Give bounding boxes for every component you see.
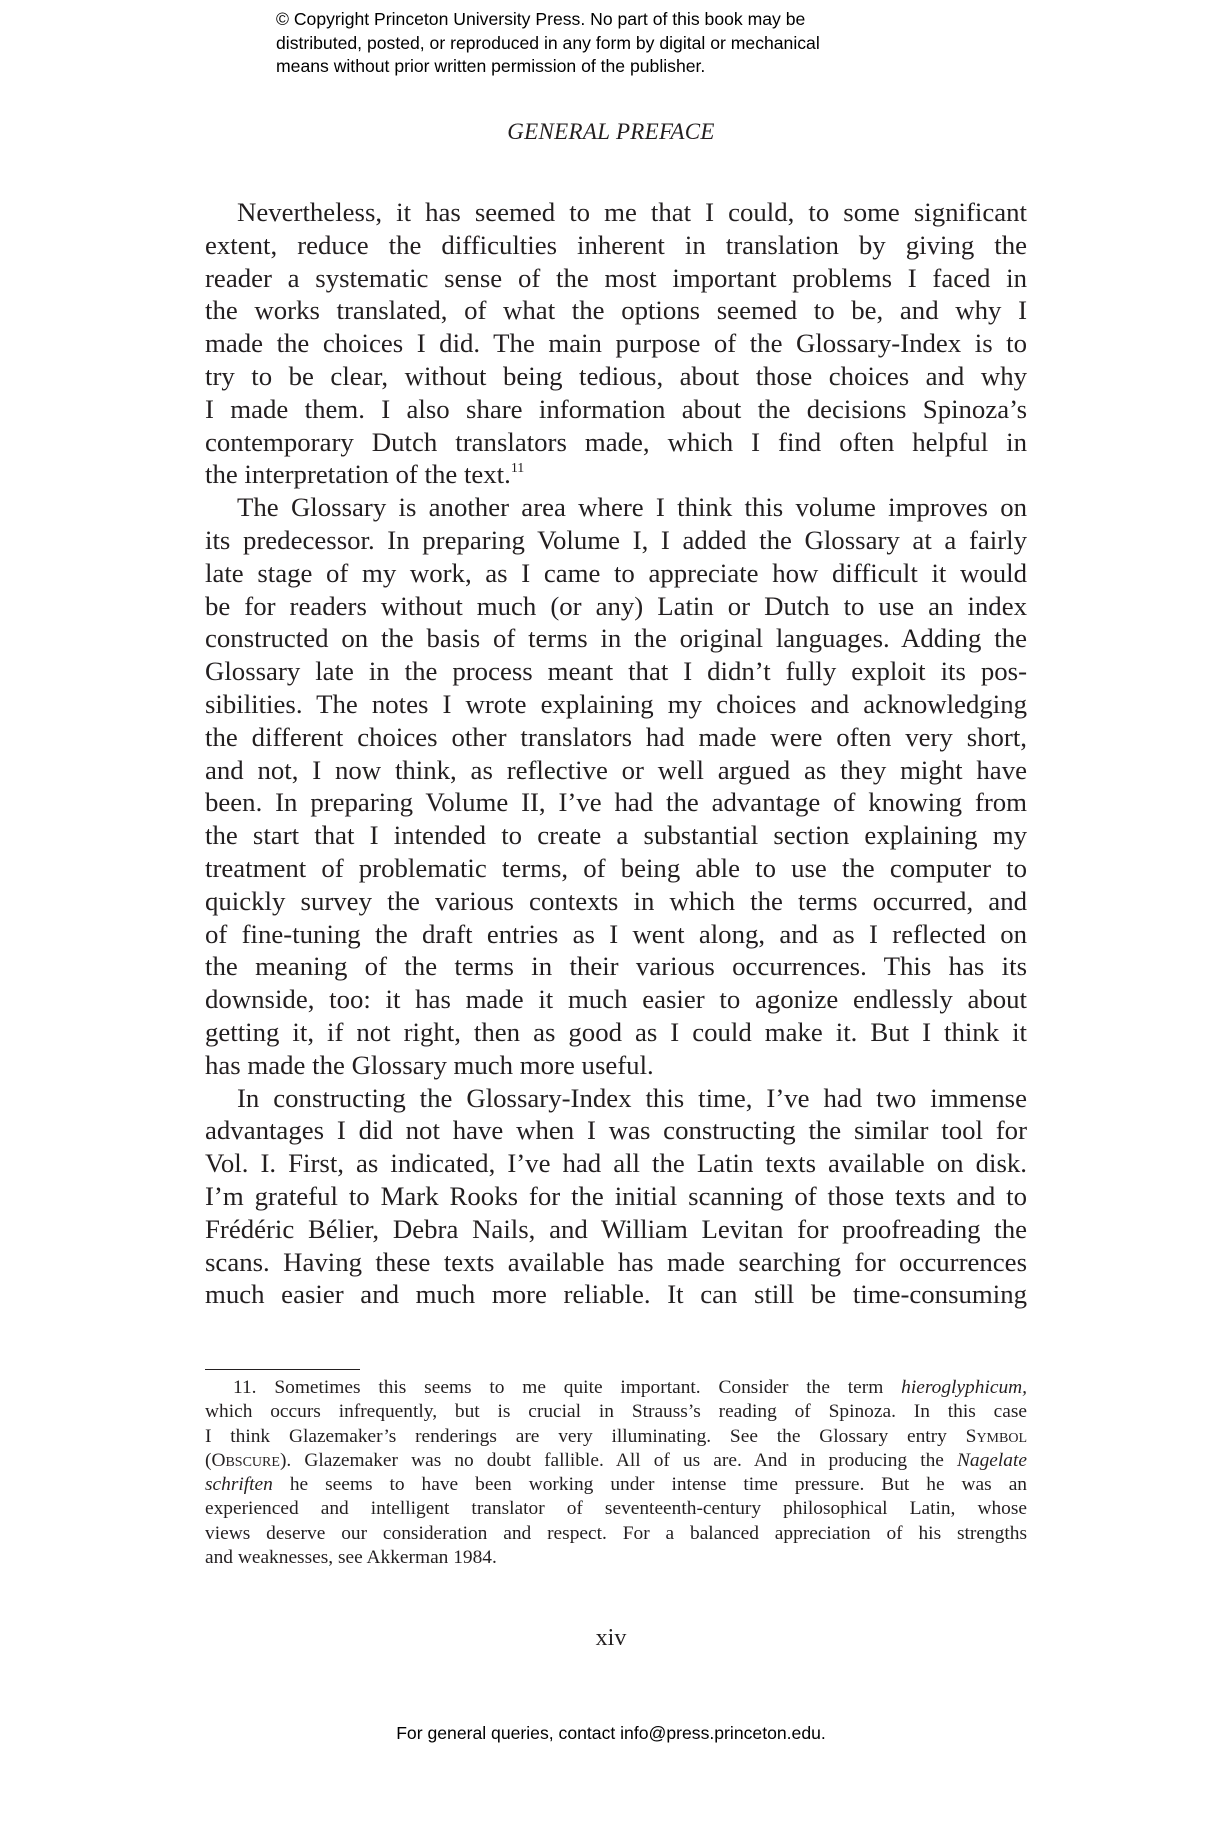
text-line: of fine-tuning the draft entries as I went along, and as I reflected on [205,918,1027,949]
glossary-entry-obscure: Obscure [211,1449,280,1471]
running-head: GENERAL PREFACE [507,119,715,144]
text-line: the works translated, of what the options seemed to be, and why I [205,295,1027,326]
text-line: In constructing the Glossary-Index this time, I’ve had two immense [237,1082,1027,1113]
footnote-line [205,1425,1027,1449]
text-line: Nevertheless, it has seemed to me that I could, to some significant [237,197,1027,227]
footnote-line [205,1473,1027,1497]
text-line: Vol. I. First, as indicated, I’ve had all the Latin texts available on disk. [205,1148,1027,1179]
text-line: The Glossary is another area where I think this volume improves on [237,492,1027,523]
text-line: I made them. I also share information about the decisions Spinoza’s [205,393,1027,424]
footnote-separator [205,1369,360,1370]
text-line: its predecessor. In preparing Volume I, I added the Glossary at a fairly [205,524,1027,555]
contact-line: For general queries, contact info@press.princeton.edu. [396,1723,826,1743]
footnote-line: and weaknesses, see Akkerman 1984. [205,1547,497,1569]
text-line: constructed on the basis of terms in the original languages. Adding the [205,623,1027,654]
paragraph-3 [205,1082,1027,1312]
glossary-entry-symbol: Symbol [965,1425,1027,1447]
copyright-line: means without prior written permission of the publisher. [276,56,706,76]
text-line: scans. Having these texts available has made searching for occurrences [205,1246,1027,1277]
text-line: late stage of my work, as I came to appreciate how difficult it would [205,557,1027,588]
text-line: be for readers without much (or any) Latin or Dutch to use an index [205,590,1027,621]
text-line: sibilities. The notes I wrote explaining my choices and acknowledging [205,688,1027,719]
italic-title: Nagelate [956,1449,1027,1471]
footnote-11 [205,1376,1027,1570]
footnote-line: which occurs infrequently, but is crucial in Strauss’s reading of Spinoza. In this case [205,1401,1027,1423]
italic-term: hieroglyphicum, [901,1377,1027,1398]
footnote-text: he seems to have been working under intense time pressure. But he was an [272,1474,1027,1496]
text-line: much easier and much more reliable. It can still be time-consuming [205,1279,1027,1310]
text-line: Glossary late in the process meant that I didn’t fully exploit its pos- [205,656,1027,687]
text-line: the different choices other translators had made were often very short, [205,721,1027,752]
text-line: try to be clear, without being tedious, about those choices and why [205,360,1027,391]
footnote-text: I think Glazemaker’s renderings are very illuminating. See the Glossary entry [205,1425,966,1447]
text-line: the start that I intended to create a substantial section explaining my [205,820,1027,851]
footnote-line: experienced and intelligent translator of seventeenth-century philosophical Latin, whose [205,1498,1027,1520]
footnote-text: 11. Sometimes this seems to me quite important. Consider the term [233,1377,902,1398]
text-line: treatment of problematic terms, of being able to use the computer to [205,852,1027,883]
footnote-text: ). Glazemaker was no doubt fallible. All of us are. And in producing the [279,1449,957,1471]
footnote-line [205,1376,1027,1400]
text-line: has made the Glossary much more useful. [205,1049,654,1080]
main-text [205,196,1027,1311]
footnote-line: views deserve our consideration and respect. For a balanced appreciation of his strengths [205,1522,1027,1544]
text-line [205,458,1027,491]
paragraph-2 [205,491,1027,1081]
text-line: and not, I now think, as reflective or well argued as they might have [205,754,1027,785]
footnote-text: ( [205,1449,212,1471]
footnote-line [205,1449,1027,1473]
page-number: xiv [595,1625,627,1651]
text-line: made the choices I did. The main purpose of the Glossary-Index is to [205,328,1027,359]
copyright-line: © Copyright Princeton University Press. No part of this book may be [276,9,806,29]
text-line: getting it, if not right, then as good as I could make it. But I think it [205,1016,1027,1047]
footnote-reference[interactable]: 11 [510,461,525,477]
text-line: downside, too: it has made it much easier to agonize endlessly about [205,984,1027,1015]
text-line-content: the interpretation of the text. [205,459,511,490]
text-line: quickly survey the various contexts in which the terms occurred, and [205,885,1027,916]
text-line: extent, reduce the difficulties inherent in translation by giving the [205,229,1027,260]
paragraph-1 [205,196,1027,491]
copyright-notice [276,8,896,79]
text-line: reader a systematic sense of the most important problems I faced in [205,262,1027,293]
italic-title: schriften [205,1474,273,1496]
text-line: been. In preparing Volume II, I’ve had the advantage of knowing from [205,787,1027,818]
text-line: I’m grateful to Mark Rooks for the initial scanning of those texts and to [205,1180,1027,1211]
copyright-line: distributed, posted, or reproduced in any form by digital or mechanical [276,32,820,53]
text-line: advantages I did not have when I was constructing the similar tool for [205,1115,1027,1146]
text-line: the meaning of the terms in their various occurrences. This has its [205,951,1027,982]
text-line: contemporary Dutch translators made, which I find often helpful in [205,426,1027,457]
text-line: Frédéric Bélier, Debra Nails, and William Levitan for proofreading the [205,1213,1027,1244]
